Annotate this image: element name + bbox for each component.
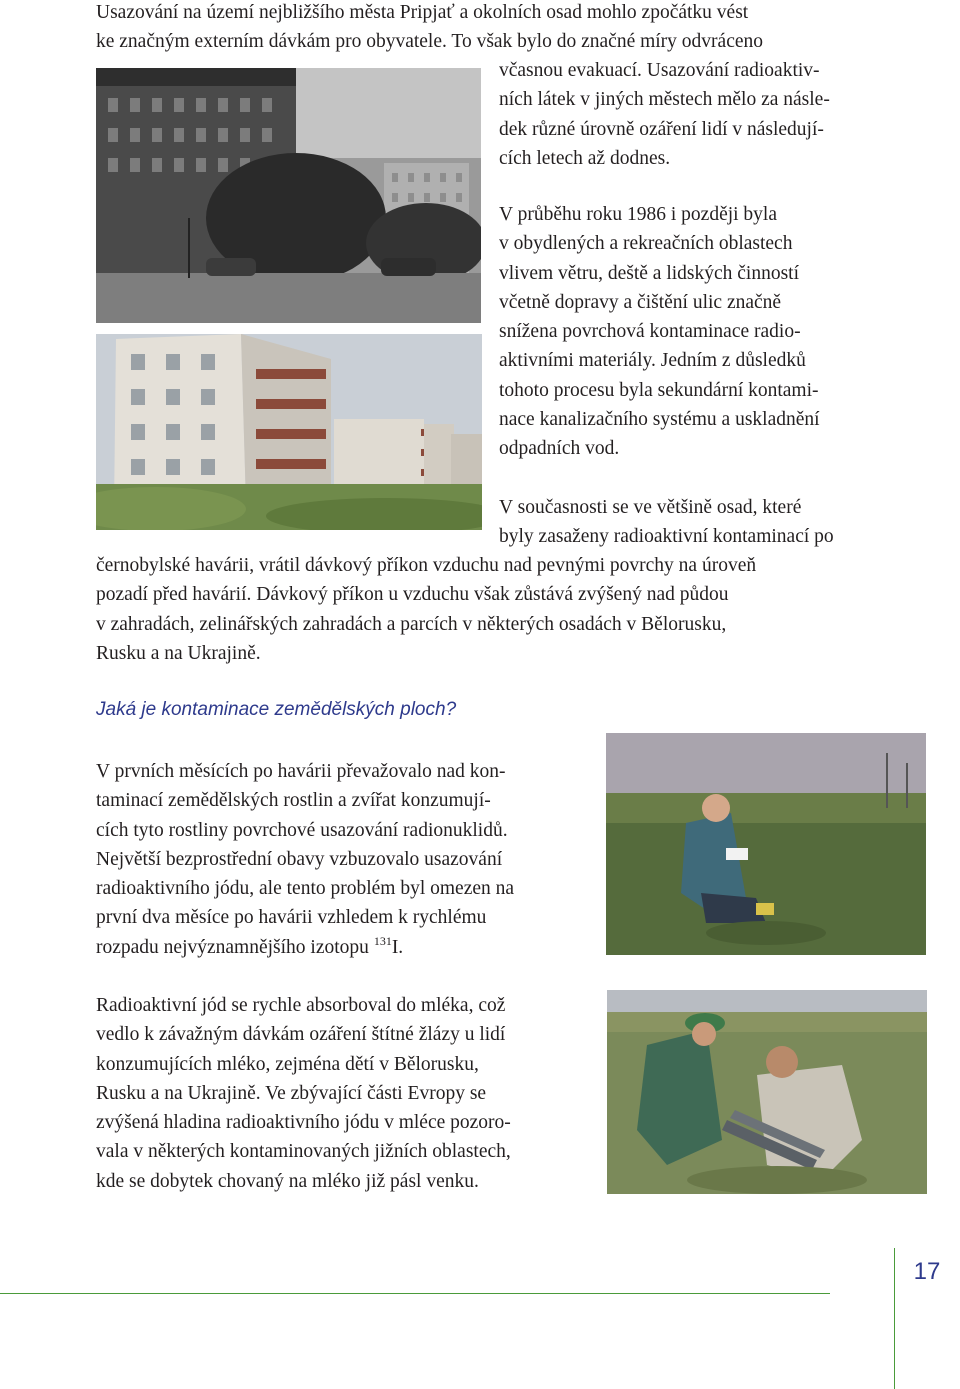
milk-line: vedlo k závažným dávkám ozáření štítné žlázy u lidí <box>96 1024 506 1046</box>
surface-line: v obydlených a rekreačních oblastech <box>499 233 793 255</box>
section-heading: Jaká je kontaminace zemědělských ploch? <box>96 699 457 720</box>
apartment-blocks-photo <box>96 334 482 530</box>
present-line: pozadí před havárií. Dávkový příkon u vzduchu však zůstává zvýšený nad půdou <box>96 584 729 606</box>
present-line: byly zasaženy radioaktivní kontaminací po <box>499 526 834 548</box>
surface-line: tohoto procesu byla sekundární kontami- <box>499 379 819 401</box>
surface-line: odpadních vod. <box>499 438 620 460</box>
surface-line: včetně dopravy a čištění ulic značně <box>499 291 782 313</box>
intro-paragraph <box>96 0 763 57</box>
surface-line: V průběhu roku 1986 i později byla <box>499 204 778 225</box>
present-line: v zahradách, zelinářských zahradách a parcích v některých osadách v Bělorusku, <box>96 613 727 635</box>
footer-rule-horizontal <box>0 1293 830 1294</box>
milk-line: zvýšená hladina radioaktivního jódu v mléce pozoro- <box>96 1112 511 1134</box>
early-months-paragraph <box>96 757 514 962</box>
early-line: radioaktivního jódu, ale tento problém byl omezen na <box>96 878 515 900</box>
footer-rule-vertical <box>894 1248 895 1389</box>
surface-line: aktivními materiály. Jedním z důsledků <box>499 350 806 372</box>
milk-line: Radioaktivní jód se rychle absorboval do mléka, což <box>96 995 506 1016</box>
early-line: V prvních měsících po havárii převažovalo nad kon- <box>96 761 506 782</box>
present-line: Rusku a na Ukrajině. <box>96 642 261 664</box>
early-line: cích tyto rostliny povrchové usazování radionuklidů. <box>96 819 508 841</box>
early-line: Největší bezprostřední obavy vzbuzovalo usazování <box>96 848 503 870</box>
intro-paragraph-wrap <box>499 56 830 173</box>
present-line: V současnosti se ve většině osad, které <box>499 497 802 518</box>
isotope-mass-number: 131 <box>373 933 392 948</box>
milk-paragraph <box>96 991 511 1196</box>
milk-line: konzumujících mléko, zejména dětí v Bělorusku, <box>96 1053 479 1075</box>
city-street-photo <box>96 68 481 323</box>
surface-line: nace kanalizačního systému a uskladnění <box>499 409 820 431</box>
early-line-last <box>96 933 514 962</box>
surface-paragraph <box>499 200 820 464</box>
present-paragraph <box>96 551 756 668</box>
intro-line: Usazování na území nejbližšího města Pripjať a okolních osad mohlo zpočátku vést <box>96 2 749 23</box>
intro-line: dek různé úrovně ozáření lidí v následují- <box>499 118 824 140</box>
surface-line: vlivem větru, deště a lidských činností <box>499 262 800 284</box>
present-line: černobylské havárii, vrátil dávkový příkon vzduchu nad pevnými povrchy na úroveň <box>96 555 757 576</box>
scientist-meadow-photo <box>606 733 926 955</box>
page-number: 17 <box>913 1258 941 1285</box>
surface-line: snížena povrchová kontaminace radio- <box>499 321 801 343</box>
intro-line: cích letech až dodnes. <box>499 147 671 169</box>
present-paragraph-wrap <box>499 493 834 552</box>
early-line: taminací zemědělských rostlin a zvířat konzumují- <box>96 790 491 812</box>
intro-line: ních látek v jiných městech mělo za násle- <box>499 89 830 111</box>
milk-line: kde se dobytek chovaný na mléko již pásl venku. <box>96 1170 479 1192</box>
milk-line: vala v některých kontaminovaných jižních oblastech, <box>96 1141 511 1163</box>
intro-line: včasnou evakuací. Usazování radioaktiv- <box>499 60 820 81</box>
early-line: první dva měsíce po havárii vzhledem k rychlému <box>96 907 487 929</box>
field-measurement-photo <box>607 990 927 1194</box>
milk-line: Rusku a na Ukrajině. Ve zbývající části Evropy se <box>96 1082 487 1104</box>
isotope-symbol: I. <box>391 936 404 958</box>
early-line-prefix: rozpadu nejvýznamnějšího izotopu <box>96 936 374 958</box>
intro-line: ke značným externím dávkám pro obyvatele. To však bylo do značné míry odvráceno <box>96 31 764 53</box>
